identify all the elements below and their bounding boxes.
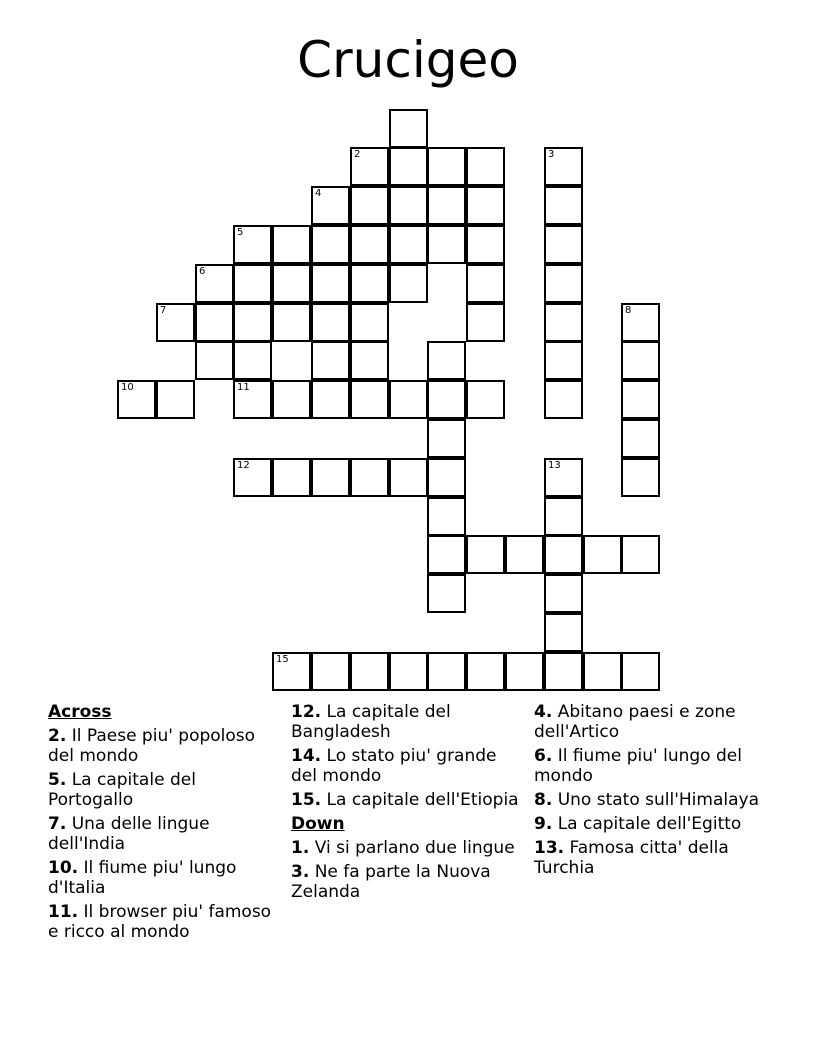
clue-number: 4 xyxy=(315,188,322,199)
grid-cell[interactable] xyxy=(233,225,272,264)
clue-item xyxy=(534,814,774,834)
grid-cell[interactable] xyxy=(544,186,583,225)
clue-item-number: 10. xyxy=(48,858,79,878)
clue-item-number: 12. xyxy=(291,702,322,722)
grid-cell[interactable] xyxy=(350,147,389,186)
clue-item-number: 1. xyxy=(291,838,310,858)
clue-item-text: Il fiume piu' lungo d'Italia xyxy=(48,858,237,898)
grid-cell[interactable] xyxy=(350,186,389,225)
grid-cell[interactable] xyxy=(427,419,466,458)
grid-cell[interactable] xyxy=(427,341,466,380)
grid-cell[interactable] xyxy=(272,380,311,419)
grid-cell[interactable] xyxy=(350,341,389,380)
grid-cell[interactable] xyxy=(233,264,272,303)
grid-cell[interactable] xyxy=(544,264,583,303)
grid-cell[interactable] xyxy=(544,380,583,419)
grid-cell[interactable] xyxy=(466,186,505,225)
clue-item xyxy=(48,858,286,898)
across-heading: Across xyxy=(48,702,112,722)
grid-cell[interactable] xyxy=(195,264,234,303)
grid-cell[interactable] xyxy=(466,147,505,186)
clue-item xyxy=(48,770,286,810)
clue-item xyxy=(291,790,526,810)
clue-item-text: Famosa citta' della Turchia xyxy=(534,838,729,878)
grid-cell[interactable] xyxy=(389,186,428,225)
grid-cell[interactable] xyxy=(427,535,466,574)
clue-item-number: 13. xyxy=(534,838,565,858)
grid-cell[interactable] xyxy=(195,341,234,380)
grid-cell[interactable] xyxy=(233,303,272,342)
grid-cell[interactable] xyxy=(621,303,660,342)
clue-item-number: 8. xyxy=(534,790,553,810)
clue-item xyxy=(534,838,774,878)
down-heading: Down xyxy=(291,814,345,834)
clue-number: 7 xyxy=(160,305,167,316)
grid-cell[interactable] xyxy=(427,458,466,497)
grid-cell[interactable] xyxy=(583,652,622,691)
clue-item-text: La capitale del Portogallo xyxy=(48,770,196,810)
page-title: Crucigeo xyxy=(297,31,519,89)
grid-cell[interactable] xyxy=(389,147,428,186)
grid-cell[interactable] xyxy=(272,458,311,497)
clue-number: 8 xyxy=(625,305,632,316)
clue-number: 11 xyxy=(237,382,250,393)
clue-item-number: 15. xyxy=(291,790,322,810)
clue-item-number: 7. xyxy=(48,814,67,834)
grid-cell[interactable] xyxy=(233,458,272,497)
clue-item xyxy=(291,862,526,902)
clue-item-text: Vi si parlano due lingue xyxy=(309,838,515,858)
clue-item xyxy=(534,746,774,786)
grid-cell[interactable] xyxy=(544,458,583,497)
clue-number: 2 xyxy=(354,149,361,160)
grid-cell[interactable] xyxy=(389,264,428,303)
grid-cell[interactable] xyxy=(195,303,234,342)
grid-cell[interactable] xyxy=(311,225,350,264)
clue-item xyxy=(48,814,286,854)
grid-cell[interactable] xyxy=(156,303,195,342)
clue-item xyxy=(291,838,526,858)
grid-cell[interactable] xyxy=(427,497,466,536)
clue-item xyxy=(291,702,526,742)
grid-cell[interactable] xyxy=(233,341,272,380)
grid-cell[interactable] xyxy=(544,225,583,264)
clue-number: 15 xyxy=(276,654,289,665)
grid-cell[interactable] xyxy=(544,497,583,536)
grid-cell[interactable] xyxy=(544,341,583,380)
clue-item xyxy=(48,902,286,942)
grid-cell[interactable] xyxy=(350,303,389,342)
grid-cell[interactable] xyxy=(389,652,428,691)
grid-cell[interactable] xyxy=(427,225,466,264)
clue-number: 10 xyxy=(121,382,134,393)
grid-cell[interactable] xyxy=(311,652,350,691)
grid-cell[interactable] xyxy=(389,225,428,264)
clue-item-text: Uno stato sull'Himalaya xyxy=(552,790,759,810)
clue-item xyxy=(534,790,774,810)
clue-item-text: Il fiume piu' lungo del mondo xyxy=(534,746,742,786)
grid-cell[interactable] xyxy=(544,147,583,186)
grid-cell[interactable] xyxy=(350,264,389,303)
clue-item-text: Il Paese piu' popoloso del mondo xyxy=(48,726,256,766)
grid-cell[interactable] xyxy=(466,225,505,264)
grid-cell[interactable] xyxy=(466,652,505,691)
grid-cell[interactable] xyxy=(505,535,544,574)
grid-cell[interactable] xyxy=(466,264,505,303)
grid-cell[interactable] xyxy=(350,458,389,497)
grid-cell[interactable] xyxy=(427,652,466,691)
grid-cell[interactable] xyxy=(466,380,505,419)
grid-cell[interactable] xyxy=(272,652,311,691)
grid-cell[interactable] xyxy=(389,109,428,148)
grid-cell[interactable] xyxy=(466,535,505,574)
clue-item xyxy=(534,702,774,742)
clues-column-2 xyxy=(291,702,526,906)
clue-number: 6 xyxy=(199,266,206,277)
grid-cell[interactable] xyxy=(311,186,350,225)
grid-cell[interactable] xyxy=(311,458,350,497)
grid-cell[interactable] xyxy=(350,652,389,691)
grid-cell[interactable] xyxy=(311,303,350,342)
grid-cell[interactable] xyxy=(544,613,583,652)
grid-cell[interactable] xyxy=(350,225,389,264)
clue-item xyxy=(291,746,526,786)
grid-cell[interactable] xyxy=(621,652,660,691)
grid-cell[interactable] xyxy=(389,458,428,497)
grid-cell[interactable] xyxy=(621,380,660,419)
clue-item-text: La capitale del Bangladesh xyxy=(291,702,451,742)
clue-item-text: Il browser piu' famoso e ricco al mondo xyxy=(48,902,272,942)
grid-cell[interactable] xyxy=(311,264,350,303)
clue-item-text: Una delle lingue dell'India xyxy=(48,814,210,854)
grid-cell[interactable] xyxy=(427,380,466,419)
grid-cell[interactable] xyxy=(544,574,583,613)
grid-cell[interactable] xyxy=(427,147,466,186)
clue-number: 12 xyxy=(237,460,250,471)
grid-cell[interactable] xyxy=(621,535,660,574)
grid-cell[interactable] xyxy=(583,535,622,574)
grid-cell[interactable] xyxy=(544,535,583,574)
grid-cell[interactable] xyxy=(427,574,466,613)
clue-item-text: La capitale dell'Egitto xyxy=(552,814,742,834)
clue-item-text: La capitale dell'Etiopia xyxy=(321,790,519,810)
grid-cell[interactable] xyxy=(621,419,660,458)
grid-cell[interactable] xyxy=(350,380,389,419)
grid-cell[interactable] xyxy=(466,303,505,342)
grid-cell[interactable] xyxy=(117,380,156,419)
grid-cell[interactable] xyxy=(544,303,583,342)
grid-cell[interactable] xyxy=(505,652,544,691)
grid-cell[interactable] xyxy=(233,380,272,419)
grid-cell[interactable] xyxy=(272,303,311,342)
grid-cell[interactable] xyxy=(311,380,350,419)
clue-number: 13 xyxy=(548,460,561,471)
grid-cell[interactable] xyxy=(621,458,660,497)
clue-item-number: 9. xyxy=(534,814,553,834)
clues-column-1 xyxy=(48,702,286,946)
grid-cell[interactable] xyxy=(311,341,350,380)
clue-item-number: 2. xyxy=(48,726,67,746)
grid-cell[interactable] xyxy=(272,225,311,264)
grid-cell[interactable] xyxy=(621,341,660,380)
clue-item-text: Lo stato piu' grande del mondo xyxy=(291,746,497,786)
clue-item-text: Ne fa parte la Nuova Zelanda xyxy=(291,862,491,902)
clues-column-3 xyxy=(534,702,774,882)
clue-item xyxy=(48,726,286,766)
clue-item-number: 14. xyxy=(291,746,322,766)
grid-cell[interactable] xyxy=(389,380,428,419)
clue-item-number: 3. xyxy=(291,862,310,882)
clue-number: 5 xyxy=(237,227,244,238)
grid-cell[interactable] xyxy=(272,264,311,303)
clue-item-number: 6. xyxy=(534,746,553,766)
clue-item-number: 4. xyxy=(534,702,553,722)
grid-cell[interactable] xyxy=(544,652,583,691)
grid-cell[interactable] xyxy=(427,186,466,225)
clue-item-text: Abitano paesi e zone dell'Artico xyxy=(534,702,736,742)
clue-item-number: 5. xyxy=(48,770,67,790)
clue-number: 3 xyxy=(548,149,555,160)
clue-item-number: 11. xyxy=(48,902,79,922)
grid-cell[interactable] xyxy=(156,380,195,419)
